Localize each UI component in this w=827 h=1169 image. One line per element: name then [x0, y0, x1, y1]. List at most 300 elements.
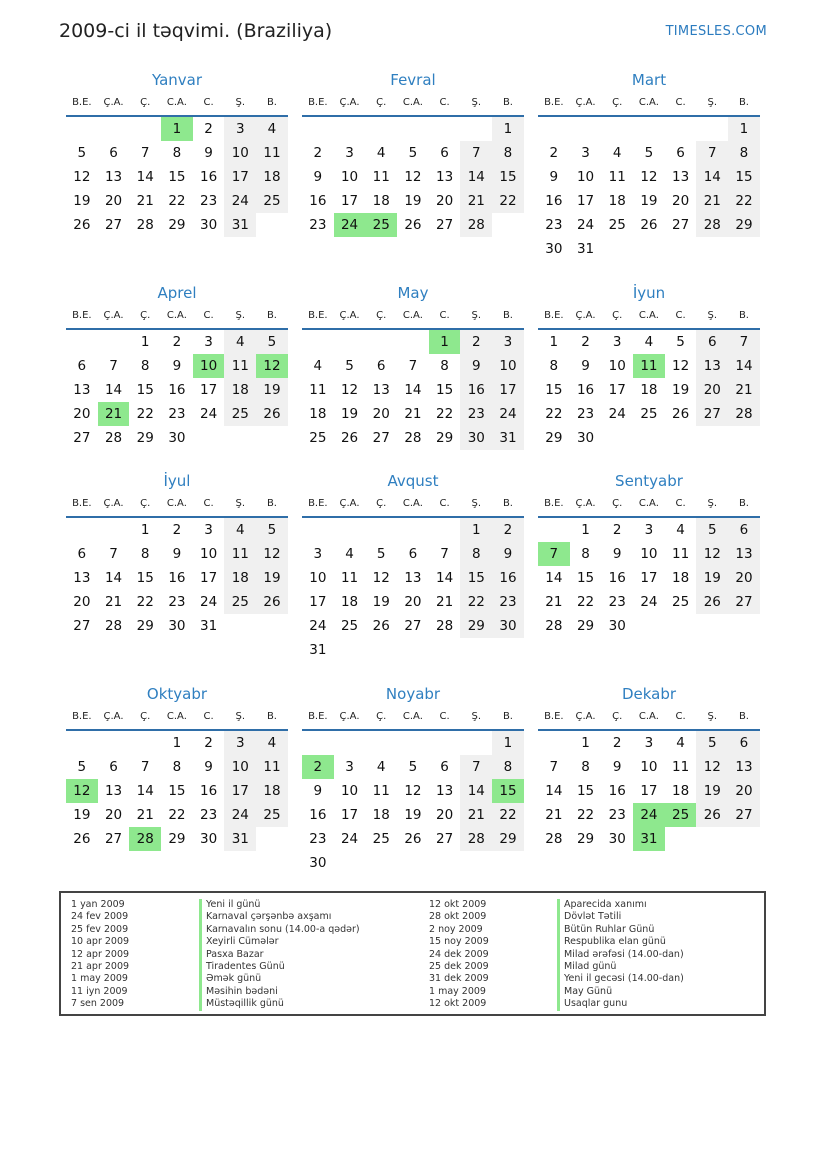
empty-cell	[334, 518, 366, 542]
day-cell: 4	[376, 759, 386, 775]
weekday-label: Ç.	[140, 711, 151, 722]
holiday-date: 12 okt 2009	[429, 998, 487, 1010]
weekday-label: B.	[738, 97, 749, 108]
weekday-header	[66, 704, 288, 731]
empty-cell	[334, 731, 366, 755]
weekday-label: Ç.	[376, 97, 387, 108]
day-cell: 14	[136, 169, 154, 185]
day-cell: 6	[676, 145, 685, 161]
day-cell: 3	[204, 334, 213, 350]
holiday-name: Usaqlar gunu	[557, 998, 684, 1010]
day-cell: 21	[460, 189, 492, 213]
day-cell: 12	[672, 358, 690, 374]
day-cell: 22	[492, 803, 524, 827]
holiday-name: Respublika elan günü	[557, 936, 684, 948]
day-grid	[538, 117, 760, 261]
day-cell: 1	[581, 522, 590, 538]
empty-cell	[538, 518, 570, 542]
day-cell: 5	[256, 518, 288, 542]
weekday-label: B.	[266, 97, 277, 108]
empty-cell	[429, 518, 461, 542]
day-cell: 4	[644, 334, 654, 350]
weekday-label: C.A.	[402, 711, 423, 722]
weekday-label: C.	[675, 498, 686, 509]
weekday-header	[66, 303, 288, 330]
day-cell: 20	[672, 193, 690, 209]
month-calendar	[302, 471, 524, 662]
weekday-label: Ç.	[140, 310, 151, 321]
day-cell: 13	[436, 783, 454, 799]
day-cell: 7	[460, 755, 492, 779]
holiday-name: Karnavalın sonu (14.00-a qədər)	[199, 924, 360, 936]
day-cell: 14	[104, 570, 123, 586]
day-cell: 9	[549, 169, 559, 185]
day-cell: 1	[140, 334, 150, 350]
day-cell: 20	[436, 193, 454, 209]
day-cell: 28	[436, 618, 454, 634]
day-cell: 31	[576, 241, 595, 257]
day-cell: 22	[168, 807, 186, 823]
empty-cell	[570, 117, 602, 141]
day-cell: 2	[204, 121, 213, 137]
weekday-label: Ş.	[471, 310, 482, 321]
holiday-day-cell: 7	[538, 542, 570, 566]
empty-cell	[302, 518, 334, 542]
day-cell: 1	[728, 117, 760, 141]
day-cell: 24	[640, 594, 658, 610]
day-cell: 18	[672, 570, 690, 586]
weekday-label: B.E.	[72, 498, 92, 509]
holiday-name: May Günü	[557, 986, 684, 998]
day-cell: 11	[608, 169, 626, 185]
day-cell: 26	[404, 217, 422, 233]
day-cell: 29	[136, 618, 154, 634]
weekday-header	[538, 491, 760, 518]
day-cell: 17	[200, 570, 218, 586]
day-cell: 31	[224, 827, 256, 851]
day-cell: 30	[545, 241, 563, 257]
day-cell: 3	[204, 522, 213, 538]
day-cell: 2	[612, 522, 622, 538]
day-cell: 29	[460, 614, 492, 638]
day-cell: 22	[136, 594, 154, 610]
day-cell: 23	[576, 406, 595, 422]
day-cell: 7	[109, 546, 118, 562]
month-calendar	[302, 283, 524, 450]
holiday-name: Bütün Ruhlar Günü	[557, 924, 684, 936]
holiday-name: Yeni il gecəsi (14.00-dan)	[557, 973, 684, 985]
day-cell: 24	[224, 803, 256, 827]
day-cell: 14	[696, 165, 728, 189]
day-cell: 3	[492, 330, 524, 354]
day-cell: 5	[644, 145, 654, 161]
day-cell: 11	[309, 382, 327, 398]
holiday-date: 2 noy 2009	[429, 923, 483, 935]
day-cell: 17	[340, 807, 359, 823]
day-cell: 5	[77, 145, 87, 161]
day-cell: 5	[376, 546, 386, 562]
month-calendar	[66, 471, 288, 638]
day-cell: 22	[728, 189, 760, 213]
day-cell: 26	[372, 618, 390, 634]
day-grid	[66, 330, 288, 450]
empty-cell	[66, 518, 98, 542]
day-cell: 10	[340, 169, 359, 185]
day-cell: 6	[440, 759, 449, 775]
weekday-label: B.	[502, 97, 513, 108]
weekday-header	[302, 303, 524, 330]
day-cell: 26	[256, 590, 288, 614]
empty-cell	[460, 117, 492, 141]
weekday-label: Ç.A.	[339, 310, 360, 321]
day-cell: 1	[581, 735, 590, 751]
day-cell: 10	[340, 783, 359, 799]
day-cell: 31	[200, 618, 218, 634]
day-cell: 27	[404, 618, 422, 634]
day-cell: 25	[672, 594, 690, 610]
month-name: Dekabr	[621, 685, 677, 703]
holiday-date: 1 may 2009	[429, 985, 486, 997]
day-cell: 26	[340, 430, 359, 446]
day-cell: 18	[309, 406, 327, 422]
holiday-day-cell: 2	[302, 755, 334, 779]
day-cell: 6	[728, 518, 760, 542]
weekday-label: C.	[203, 711, 214, 722]
day-cell: 21	[545, 594, 563, 610]
month-name: May	[397, 284, 429, 302]
weekday-header	[302, 491, 524, 518]
weekday-label: C.	[439, 97, 450, 108]
empty-cell	[397, 518, 429, 542]
day-cell: 19	[696, 779, 728, 803]
day-cell: 13	[672, 169, 690, 185]
day-cell: 7	[728, 330, 760, 354]
holiday-date: 12 okt 2009	[429, 899, 487, 910]
day-cell: 30	[168, 618, 186, 634]
weekday-label: C.A.	[166, 711, 187, 722]
empty-cell	[365, 731, 397, 755]
day-cell: 12	[696, 755, 728, 779]
day-cell: 19	[404, 193, 422, 209]
day-cell: 6	[77, 358, 87, 374]
day-cell: 16	[309, 807, 327, 823]
day-cell: 9	[313, 783, 323, 799]
day-cell: 25	[309, 430, 327, 446]
day-cell: 5	[676, 334, 685, 350]
day-cell: 21	[545, 807, 563, 823]
day-cell: 23	[545, 217, 563, 233]
day-cell: 27	[73, 618, 91, 634]
day-cell: 28	[545, 831, 563, 847]
empty-cell	[66, 117, 98, 141]
holiday-day-cell: 28	[129, 827, 161, 851]
day-cell: 19	[340, 406, 359, 422]
day-cell: 25	[224, 402, 256, 426]
day-cell: 18	[640, 382, 658, 398]
day-cell: 22	[576, 807, 595, 823]
day-cell: 15	[136, 382, 154, 398]
day-cell: 2	[581, 334, 590, 350]
day-cell: 10	[608, 358, 626, 374]
day-cell: 8	[492, 141, 524, 165]
day-cell: 29	[576, 618, 595, 634]
day-cell: 9	[492, 542, 524, 566]
day-cell: 22	[436, 406, 454, 422]
month-name: Sentyabr	[615, 472, 683, 490]
day-cell: 19	[640, 193, 658, 209]
holiday-day-cell: 11	[633, 354, 665, 378]
holiday-day-cell: 15	[492, 779, 524, 803]
day-grid	[302, 117, 524, 237]
day-cell: 26	[256, 402, 288, 426]
weekday-label: C.	[675, 711, 686, 722]
empty-cell	[365, 518, 397, 542]
day-cell: 20	[104, 193, 123, 209]
day-cell: 27	[728, 590, 760, 614]
month-calendar	[66, 684, 288, 851]
month-calendar	[538, 471, 760, 638]
day-grid	[66, 731, 288, 851]
day-cell: 24	[492, 402, 524, 426]
day-cell: 3	[644, 522, 654, 538]
day-cell: 5	[696, 518, 728, 542]
holiday-day-cell: 12	[66, 779, 98, 803]
day-cell: 20	[73, 406, 91, 422]
day-cell: 5	[345, 358, 354, 374]
weekday-header	[66, 90, 288, 117]
empty-cell	[397, 117, 429, 141]
day-cell: 16	[168, 382, 186, 398]
day-cell: 23	[200, 807, 218, 823]
day-cell: 13	[104, 783, 123, 799]
day-cell: 16	[168, 570, 186, 586]
day-cell: 14	[545, 783, 563, 799]
day-cell: 17	[608, 382, 626, 398]
day-cell: 2	[204, 735, 213, 751]
day-cell: 27	[104, 217, 123, 233]
weekday-label: Ç.	[376, 310, 387, 321]
weekday-label: B.	[502, 310, 513, 321]
weekday-label: B.E.	[544, 97, 564, 108]
day-cell: 11	[672, 546, 690, 562]
day-cell: 4	[224, 330, 256, 354]
weekday-label: B.	[738, 310, 749, 321]
day-cell: 18	[608, 193, 626, 209]
day-cell: 11	[340, 570, 359, 586]
day-cell: 4	[676, 522, 685, 538]
day-cell: 12	[372, 570, 390, 586]
day-cell: 2	[313, 145, 323, 161]
day-cell: 8	[140, 358, 150, 374]
day-cell: 15	[576, 570, 595, 586]
holiday-dates-left	[71, 899, 129, 1011]
day-cell: 1	[460, 518, 492, 542]
holiday-date: 24 fev 2009	[71, 911, 129, 923]
day-cell: 5	[77, 759, 87, 775]
day-cell: 4	[676, 735, 685, 751]
day-cell: 12	[404, 169, 422, 185]
holiday-date: 10 apr 2009	[71, 936, 130, 948]
holiday-legend	[59, 891, 766, 1016]
day-cell: 25	[224, 590, 256, 614]
day-cell: 24	[200, 594, 218, 610]
weekday-label: C.A.	[402, 498, 423, 509]
holiday-name: Pasxa Bazar	[199, 949, 360, 961]
day-cell: 29	[168, 831, 186, 847]
holiday-name: Müstəqillik günü	[199, 998, 360, 1010]
day-grid	[538, 330, 760, 450]
month-name: Oktyabr	[146, 685, 208, 703]
month-calendar	[538, 684, 760, 851]
day-grid	[66, 518, 288, 638]
month-calendar	[66, 283, 288, 450]
day-cell: 16	[200, 169, 218, 185]
day-cell: 8	[172, 759, 182, 775]
empty-cell	[429, 731, 461, 755]
day-cell: 23	[309, 831, 327, 847]
page-title: 2009-ci il təqvimi. (Braziliya)	[59, 20, 333, 42]
day-cell: 13	[404, 570, 422, 586]
day-cell: 22	[460, 590, 492, 614]
day-cell: 7	[440, 546, 449, 562]
empty-cell	[66, 731, 98, 755]
day-cell: 20	[73, 594, 91, 610]
day-cell: 19	[404, 807, 422, 823]
day-cell: 13	[728, 542, 760, 566]
weekday-label: C.	[675, 97, 686, 108]
day-grid	[538, 518, 760, 638]
day-cell: 13	[104, 169, 123, 185]
day-cell: 19	[73, 193, 91, 209]
day-cell: 8	[581, 546, 590, 562]
holiday-names-right	[557, 899, 684, 1011]
day-cell: 19	[372, 594, 390, 610]
day-cell: 8	[440, 358, 449, 374]
day-cell: 6	[408, 546, 418, 562]
month-calendar	[302, 70, 524, 237]
day-cell: 4	[224, 518, 256, 542]
day-cell: 27	[436, 831, 454, 847]
empty-cell	[334, 330, 366, 354]
weekday-label: Ç.A.	[339, 97, 360, 108]
day-cell: 3	[345, 145, 354, 161]
day-cell: 31	[224, 213, 256, 237]
day-cell: 27	[728, 803, 760, 827]
weekday-label: Ç.	[140, 97, 151, 108]
day-cell: 12	[640, 169, 658, 185]
day-cell: 13	[372, 382, 390, 398]
weekday-label: Ç.A.	[575, 498, 596, 509]
day-cell: 10	[200, 546, 218, 562]
day-cell: 19	[256, 378, 288, 402]
holiday-names-left	[199, 899, 360, 1011]
weekday-label: Ç.A.	[103, 97, 124, 108]
day-cell: 1	[140, 522, 150, 538]
weekday-label: Ç.A.	[575, 711, 596, 722]
day-cell: 19	[73, 807, 91, 823]
day-cell: 2	[460, 330, 492, 354]
day-cell: 26	[696, 590, 728, 614]
day-cell: 30	[200, 831, 218, 847]
holiday-day-cell: 25	[365, 213, 397, 237]
day-cell: 3	[644, 735, 654, 751]
day-cell: 7	[696, 141, 728, 165]
holiday-date: 31 dek 2009	[429, 973, 489, 985]
day-cell: 17	[640, 783, 658, 799]
day-cell: 28	[696, 213, 728, 237]
day-cell: 9	[204, 759, 213, 775]
day-cell: 1	[492, 117, 524, 141]
day-cell: 7	[460, 141, 492, 165]
day-cell: 11	[256, 141, 288, 165]
day-cell: 26	[73, 831, 91, 847]
day-cell: 30	[576, 430, 595, 446]
weekday-label: B.E.	[308, 310, 328, 321]
empty-cell	[129, 731, 161, 755]
holiday-day-cell: 12	[256, 354, 288, 378]
weekday-label: B.E.	[308, 711, 328, 722]
weekday-label: Ş.	[707, 310, 718, 321]
day-cell: 29	[136, 430, 154, 446]
weekday-label: Ç.	[612, 711, 623, 722]
month-name: Avqust	[387, 472, 439, 490]
weekday-label: B.E.	[544, 310, 564, 321]
brand-link[interactable]: TIMESLES.COM	[665, 24, 767, 39]
empty-cell	[460, 731, 492, 755]
day-cell: 31	[309, 642, 327, 658]
day-cell: 8	[728, 141, 760, 165]
day-cell: 2	[172, 334, 182, 350]
day-cell: 13	[73, 570, 91, 586]
weekday-header	[302, 704, 524, 731]
weekday-label: Ç.A.	[339, 498, 360, 509]
day-grid	[302, 518, 524, 662]
day-cell: 23	[608, 594, 626, 610]
day-cell: 25	[340, 618, 359, 634]
day-cell: 29	[576, 831, 595, 847]
holiday-name: Əmək günü	[199, 973, 360, 985]
day-cell: 27	[372, 430, 390, 446]
day-cell: 24	[576, 217, 595, 233]
weekday-label: C.A.	[402, 97, 423, 108]
month-name: Noyabr	[385, 685, 441, 703]
day-cell: 23	[309, 217, 327, 233]
weekday-label: Ş.	[235, 498, 246, 509]
holiday-day-cell: 25	[665, 803, 697, 827]
day-cell: 11	[372, 783, 390, 799]
weekday-label: C.A.	[638, 310, 659, 321]
month-calendar	[66, 70, 288, 237]
day-cell: 15	[728, 165, 760, 189]
holiday-name: Məsihin bədəni	[199, 986, 360, 998]
holiday-name: Karnaval çərşənbə axşamı	[199, 911, 360, 923]
day-cell: 15	[545, 382, 563, 398]
day-cell: 27	[104, 831, 123, 847]
day-cell: 20	[728, 566, 760, 590]
day-cell: 12	[340, 382, 359, 398]
month-name: Yanvar	[151, 71, 203, 89]
weekday-label: B.	[266, 498, 277, 509]
day-cell: 21	[436, 594, 454, 610]
day-cell: 18	[372, 807, 390, 823]
day-cell: 16	[200, 783, 218, 799]
holiday-day-cell: 24	[334, 213, 366, 237]
day-cell: 4	[376, 145, 386, 161]
day-cell: 26	[404, 831, 422, 847]
weekday-label: Ç.	[612, 310, 623, 321]
day-grid	[66, 117, 288, 237]
weekday-label: C.	[675, 310, 686, 321]
